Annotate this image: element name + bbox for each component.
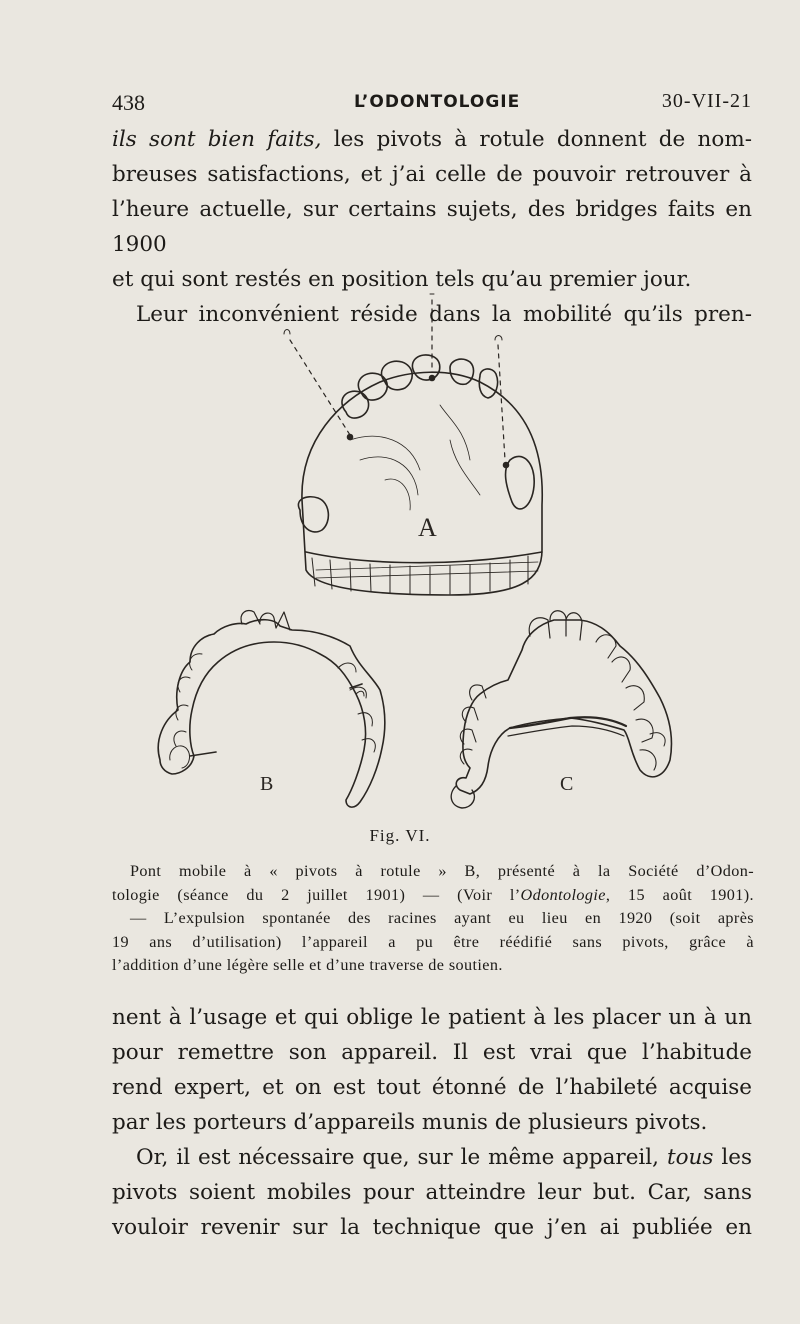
page-number: 438 xyxy=(112,90,145,115)
text-line: l’heure actuelle, sur certains sujets, des bridges faits en 1900 xyxy=(112,197,752,257)
italic-word: tous xyxy=(666,1145,714,1170)
issue-date: 30-VII-21 xyxy=(661,90,752,112)
caption-line: 19 ans d’utilisation) l’appareil a pu être réédifié sans pivots, grâce à xyxy=(112,932,754,951)
running-header xyxy=(112,90,752,114)
text-span: Or, il est nécessaire que, sur le même appareil, xyxy=(136,1145,667,1170)
text-line: pour remettre son appareil. Il est vrai que l’habitude xyxy=(112,1040,752,1065)
label-a: A xyxy=(418,513,437,542)
text-span: les xyxy=(713,1145,753,1170)
caption-line xyxy=(112,884,754,908)
figure-caption xyxy=(112,860,754,978)
text-line xyxy=(112,122,752,157)
dental-figure xyxy=(150,290,710,820)
text-line: nent à l’usage et qui oblige le patient à les placer un à un xyxy=(112,1005,752,1030)
caption-line: — L’expulsion spontanée des racines ayant eu lieu en 1920 (soit après xyxy=(130,909,754,927)
italic-phrase: ils sont bien faits, xyxy=(112,127,322,152)
text-span: les pivots à rotule donnent de nom- xyxy=(321,127,752,152)
label-c: C xyxy=(560,773,574,795)
model-a-drawing xyxy=(284,294,542,595)
paragraph-2 xyxy=(112,1000,752,1245)
text-line: vouloir revenir sur la technique que j’en ai publiée en xyxy=(112,1215,752,1240)
journal-title: L’ODONTOLOGIE xyxy=(354,92,521,112)
figure-title: Fig. VI. xyxy=(369,826,431,845)
caption-italic: Odontologie xyxy=(520,885,606,904)
caption-line: l’addition d’une légère selle et d’une traverse de soutien. xyxy=(112,956,503,974)
text-line: Leur inconvénient réside dans la mobilité qu’ils pren- xyxy=(136,302,752,327)
text-line: rend expert, et on est tout étonné de l’habileté acquise xyxy=(112,1075,752,1100)
text-line: par les porteurs d’appareils munis de plusieurs pivots. xyxy=(112,1110,708,1135)
text-line: pivots soient mobiles pour atteindre leur but. Car, sans xyxy=(112,1180,752,1205)
label-b: B xyxy=(260,773,274,795)
caption-span: tologie (séance du 2 juillet 1901) — (Voir l’ xyxy=(112,885,521,904)
caption-line: Pont mobile à « pivots à rotule » B, présenté à la Société d’Odon- xyxy=(130,862,754,880)
caption-span: , 15 août 1901). xyxy=(605,885,754,904)
dental-bridge-illustration xyxy=(150,290,710,820)
text-line: et qui sont restés en position tels qu’au premier jour. xyxy=(112,267,692,292)
text-line xyxy=(112,1140,752,1175)
text-line: breuses satisfactions, et j’ai celle de pouvoir retrouver à xyxy=(112,162,752,187)
